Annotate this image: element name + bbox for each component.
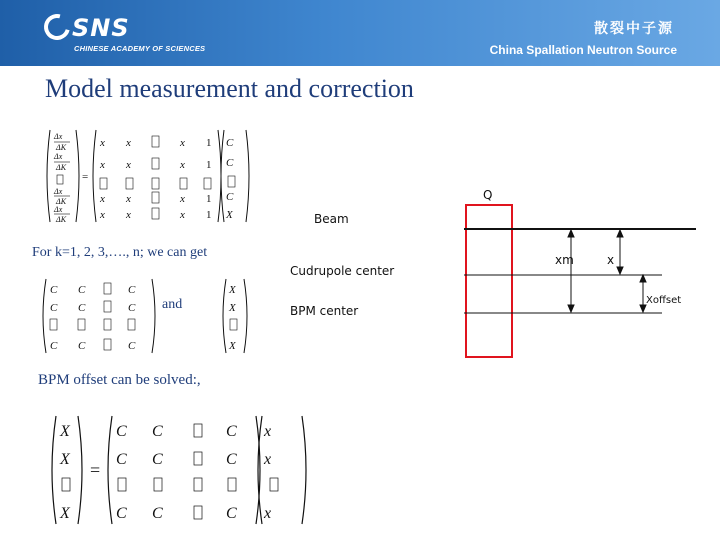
svg-text:ΔK: ΔK (56, 163, 67, 172)
equation-c-matrix (40, 277, 160, 355)
svg-text:Δx: Δx (54, 152, 63, 161)
equation-response-matrix (40, 128, 250, 224)
beam-label: Beam (314, 212, 349, 226)
quad-center-label: Cudrupole center (290, 264, 395, 278)
svg-text:C: C (226, 157, 234, 169)
svg-text:X: X (60, 423, 70, 440)
svg-text:X: X (60, 451, 70, 468)
svg-text:=: = (82, 171, 89, 183)
svg-text:C: C (226, 451, 237, 468)
svg-text:C: C (78, 302, 86, 314)
svg-text:C: C (116, 451, 127, 468)
svg-text:C: C (226, 505, 237, 522)
svg-text:C: C (226, 423, 237, 440)
svg-text:C: C (152, 423, 163, 440)
q-label: Q (483, 188, 493, 202)
logo-swoosh-icon (39, 9, 75, 45)
svg-text:C: C (50, 302, 58, 314)
bpm-solved-text: BPM offset can be solved:, (38, 372, 201, 388)
svg-text:Δx: Δx (54, 205, 63, 214)
svg-text:C: C (116, 423, 127, 440)
for-k-text: For k=1, 2, 3,…., n; we can get (32, 245, 208, 260)
svg-text:x: x (126, 159, 131, 171)
svg-text:x: x (126, 193, 131, 205)
svg-text:Δx: Δx (54, 132, 63, 141)
svg-text:x: x (180, 137, 185, 149)
x-label: x (607, 253, 615, 267)
bpm-center-label: BPM center (290, 304, 359, 318)
svg-text:C: C (50, 284, 58, 296)
logo-subtitle: CHINESE ACADEMY OF SCIENCES (74, 44, 206, 53)
svg-text:1: 1 (206, 193, 212, 205)
svg-text:C: C (128, 302, 136, 314)
svg-text:x: x (126, 137, 131, 149)
xm-arrow (568, 230, 574, 312)
svg-text:ΔK: ΔK (56, 143, 67, 152)
svg-text:x: x (264, 505, 272, 522)
svg-text:1: 1 (206, 137, 212, 149)
header-title-en: China Spallation Neutron Source (489, 43, 677, 57)
svg-text:C: C (128, 340, 136, 352)
svg-text:X: X (229, 284, 236, 296)
svg-text:1: 1 (206, 209, 212, 221)
header-banner (0, 0, 720, 66)
svg-text:=: = (90, 460, 101, 480)
sns-logo (44, 12, 204, 56)
xm-label: xm (555, 253, 574, 267)
equation-offset-solution (48, 414, 310, 526)
svg-text:Δx: Δx (54, 187, 63, 196)
svg-text:x: x (100, 159, 105, 171)
svg-text:x: x (180, 193, 185, 205)
svg-text:x: x (100, 193, 105, 205)
svg-text:C: C (50, 340, 58, 352)
svg-text:X: X (229, 340, 236, 352)
svg-text:ΔK: ΔK (56, 215, 67, 224)
svg-text:x: x (180, 159, 185, 171)
svg-text:C: C (78, 284, 86, 296)
svg-text:ΔK: ΔK (56, 197, 67, 206)
svg-text:x: x (264, 423, 272, 440)
svg-text:C: C (226, 191, 234, 203)
svg-text:C: C (78, 340, 86, 352)
svg-text:X: X (60, 505, 70, 522)
x-arrow (617, 230, 623, 274)
svg-text:X: X (229, 302, 236, 314)
svg-text:1: 1 (206, 159, 212, 171)
svg-text:X: X (226, 209, 233, 221)
slide-title: Model measurement and correction (45, 74, 414, 103)
quadrupole-box (466, 205, 512, 357)
header-title-cn: 散裂中子源 (594, 21, 674, 37)
svg-text:C: C (128, 284, 136, 296)
svg-text:C: C (152, 505, 163, 522)
xoffset-label: Xoffset (646, 295, 682, 306)
xoffset-arrow (640, 275, 646, 312)
svg-text:x: x (264, 451, 272, 468)
svg-text:C: C (116, 505, 127, 522)
svg-text:x: x (100, 137, 105, 149)
svg-text:x: x (126, 209, 131, 221)
svg-text:C: C (226, 137, 234, 149)
equation-x-vector (220, 277, 252, 355)
and-text: and (162, 297, 183, 312)
svg-text:x: x (180, 209, 185, 221)
logo-text: SNS (72, 14, 130, 42)
svg-text:x: x (100, 209, 105, 221)
svg-text:C: C (152, 451, 163, 468)
